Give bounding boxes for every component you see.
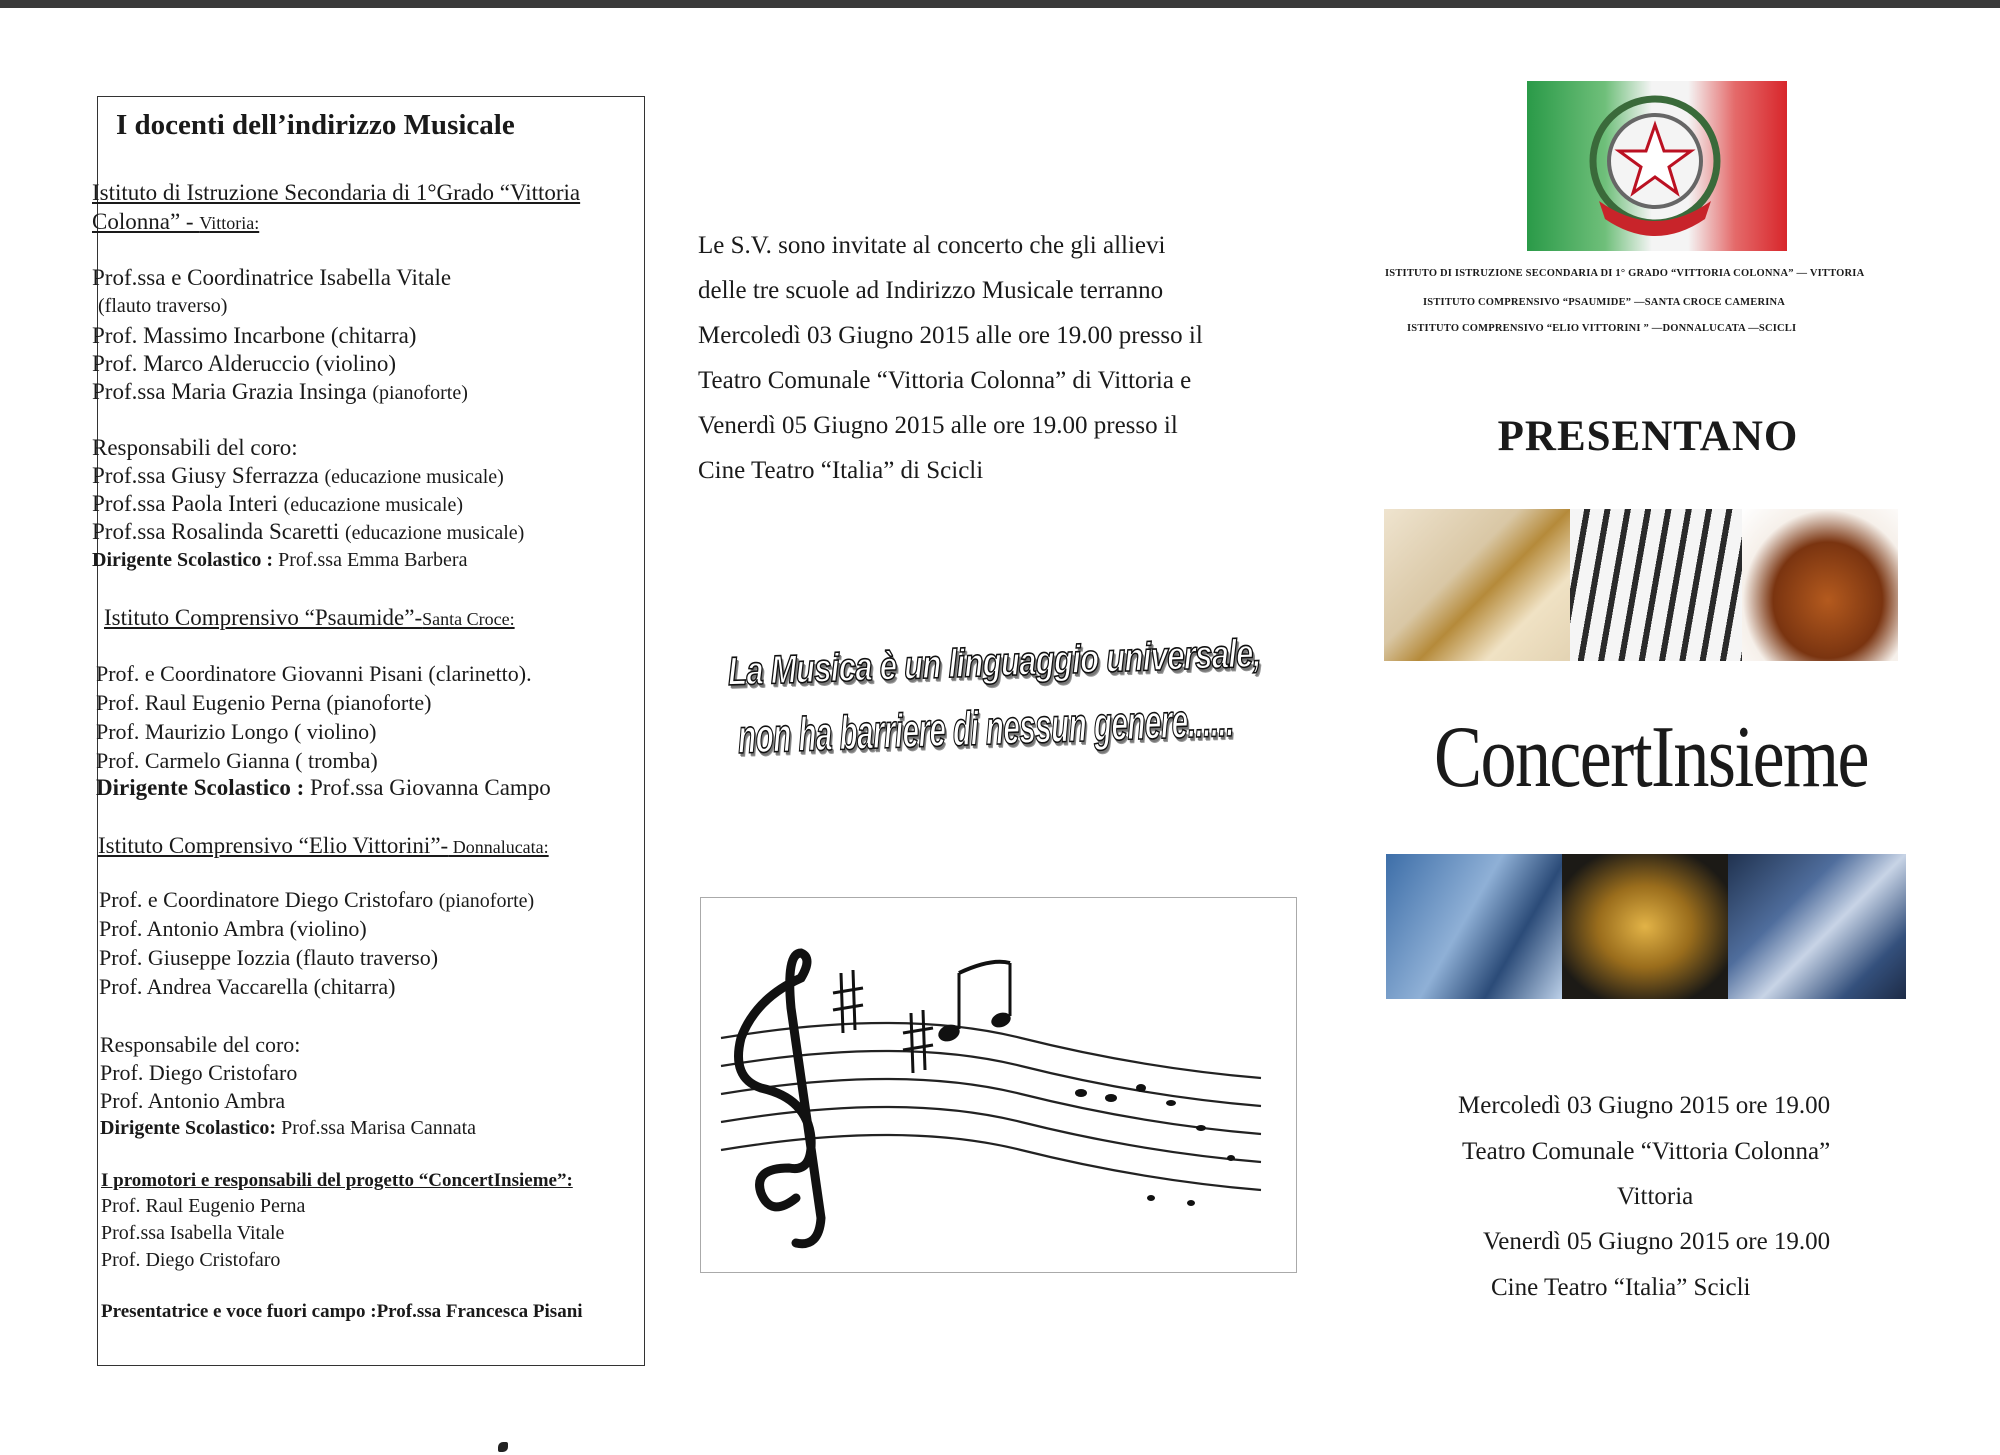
school2-teacher-1: Prof. e Coordinatore Giovanni Pisani (clarinetto). <box>96 661 532 686</box>
school2-title: Istituto Comprensivo “Psaumide”-Santa Croce: <box>104 605 515 630</box>
promoter-2: Prof.ssa Isabella Vitale <box>101 1222 285 1244</box>
school3-teacher-3: Prof. Giuseppe Iozzia (flauto traverso) <box>99 945 439 970</box>
event-1-city: Vittoria <box>1617 1183 1694 1210</box>
italian-republic-emblem <box>1527 81 1787 251</box>
event-2-date: Venerdì 05 Giugno 2015 ore 19.00 <box>1483 1228 1831 1255</box>
school1-title-line1: Istituto di Istruzione Secondaria di 1°Grado “Vittoria <box>92 180 581 205</box>
institute-line-1: ISTITUTO DI ISTRUZIONE SECONDARIA DI 1° GRADO “VITTORIA COLONNA” — VITTORIA <box>1385 268 1865 279</box>
clarinet-photo <box>1728 854 1906 999</box>
trumpet-photo <box>1562 854 1728 999</box>
school3-choir-2: Prof. Antonio Ambra <box>100 1088 286 1113</box>
violin-photo <box>1742 509 1898 661</box>
school1-choir-2: Prof.ssa Paola Interi (educazione musicale) <box>92 491 463 516</box>
institute-line-2: ISTITUTO COMPRENSIVO “PSAUMIDE” —SANTA CROCE CAMERINA <box>1423 297 1786 308</box>
promoters-heading: I promotori e responsabili del progetto “ConcertInsieme”: <box>101 1170 573 1191</box>
italian-flag-emblem-icon <box>1527 81 1787 251</box>
invite-line-6: Cine Teatro “Italia” di Scicli <box>698 457 984 484</box>
school1-teacher-1-instrument: (flauto traverso) <box>98 295 228 317</box>
school1-teacher-4: Prof.ssa Maria Grazia Insinga (pianoforte) <box>92 379 468 404</box>
panel-heading: I docenti dell’indirizzo Musicale <box>116 109 515 141</box>
school1-choir-heading: Responsabili del coro: <box>92 435 298 460</box>
event-1-venue: Teatro Comunale “Vittoria Colonna” <box>1462 1138 1831 1165</box>
slogan-line-1: La Musica è un linguaggio universale, <box>727 631 1262 694</box>
piano-keys-photo <box>1570 509 1742 661</box>
school3-choir-heading: Responsabile del coro: <box>100 1032 301 1057</box>
school2-teacher-2: Prof. Raul Eugenio Perna (pianoforte) <box>96 690 432 715</box>
concert-title: ConcertInsieme <box>1434 709 1868 806</box>
promoter-3: Prof. Diego Cristofaro <box>101 1249 281 1271</box>
promoter-1: Prof. Raul Eugenio Perna <box>101 1195 306 1217</box>
school2-principal: Dirigente Scolastico : Prof.ssa Giovanna Campo <box>96 775 551 800</box>
school1-teacher-2: Prof. Massimo Incarbone (chitarra) <box>92 323 417 348</box>
school3-principal: Dirigente Scolastico: Prof.ssa Marisa Cannata <box>100 1117 477 1139</box>
scan-speck <box>498 1442 508 1452</box>
invite-line-3: Mercoledì 03 Giugno 2015 alle ore 19.00 presso il <box>698 322 1203 349</box>
treble-clef-staff-icon <box>701 898 1296 1272</box>
invite-line-5: Venerdì 05 Giugno 2015 alle ore 19.00 presso il <box>698 412 1178 439</box>
invite-line-4: Teatro Comunale “Vittoria Colonna” di Vittoria e <box>698 367 1192 394</box>
music-staff-illustration <box>700 897 1297 1273</box>
school1-principal: Dirigente Scolastico : Prof.ssa Emma Barbera <box>92 549 468 571</box>
school3-title: Istituto Comprensivo “Elio Vittorini”- Donnalucata: <box>98 833 549 858</box>
school1-title-line2: Colonna” - Vittoria: <box>92 209 260 234</box>
invite-line-1: Le S.V. sono invitate al concerto che gli allievi <box>698 232 1166 259</box>
school2-teacher-4: Prof. Carmelo Gianna ( tromba) <box>96 748 378 773</box>
guitar-photo <box>1386 854 1562 999</box>
institute-line-3: ISTITUTO COMPRENSIVO “ELIO VITTORINI ” —DONNALUCATA —SCICLI <box>1407 323 1797 334</box>
flute-photo <box>1384 509 1570 661</box>
school3-teacher-2: Prof. Antonio Ambra (violino) <box>99 916 367 941</box>
school2-teacher-3: Prof. Maurizio Longo ( violino) <box>96 719 377 744</box>
school3-teacher-4: Prof. Andrea Vaccarella (chitarra) <box>99 974 396 999</box>
school3-teacher-1: Prof. e Coordinatore Diego Cristofaro (pianoforte) <box>99 887 535 912</box>
school1-teacher-1: Prof.ssa e Coordinatrice Isabella Vitale <box>92 265 452 290</box>
scan-top-edge <box>0 0 2000 8</box>
slogan-line-2: non ha barriere di nessun genere...... <box>737 693 1235 764</box>
event-2-venue: Cine Teatro “Italia” Scicli <box>1491 1274 1751 1301</box>
school1-teacher-3: Prof. Marco Alderuccio (violino) <box>92 351 397 376</box>
instrument-photos-bottom <box>1386 854 1906 999</box>
school1-choir-3: Prof.ssa Rosalinda Scaretti (educazione musicale) <box>92 519 525 544</box>
presenter-line: Presentatrice e voce fuori campo :Prof.ssa Francesca Pisani <box>101 1301 583 1322</box>
event-1-date: Mercoledì 03 Giugno 2015 ore 19.00 <box>1458 1092 1831 1119</box>
invite-line-2: delle tre scuole ad Indirizzo Musicale terranno <box>698 277 1164 304</box>
instrument-photos-top <box>1384 509 1898 661</box>
teachers-panel <box>92 96 645 1366</box>
school3-choir-1: Prof. Diego Cristofaro <box>100 1060 298 1085</box>
school1-choir-1: Prof.ssa Giusy Sferrazza (educazione musicale) <box>92 463 504 488</box>
presents-heading: PRESENTANO <box>1497 413 1799 460</box>
